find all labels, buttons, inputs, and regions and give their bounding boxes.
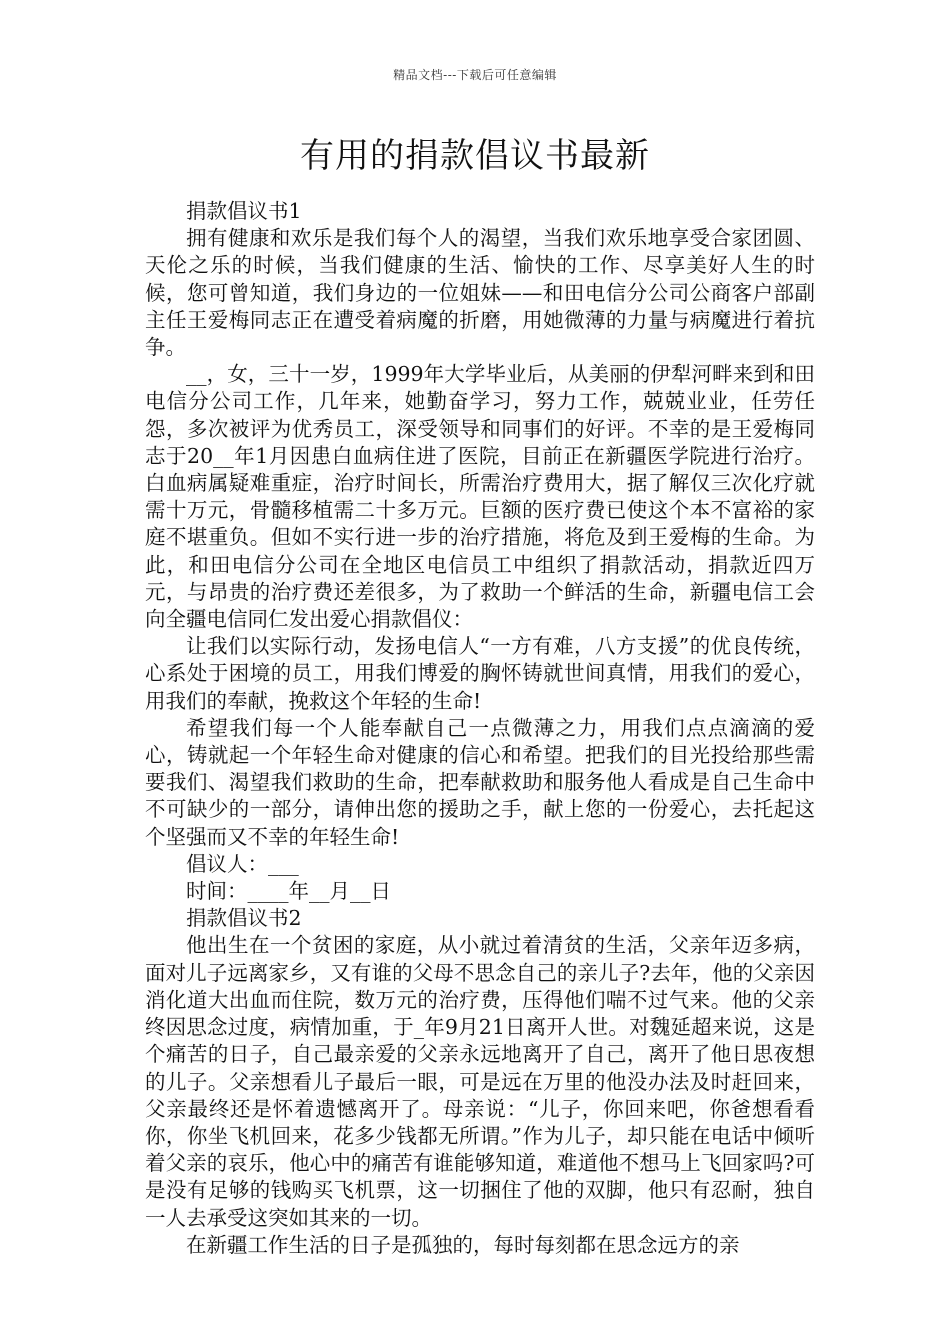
signatory-line: 倡议人：___ xyxy=(186,851,299,876)
paragraph: 他出生在一个贫困的家庭，从小就过着清贫的生活，父亲年迈多病，面对儿子远离家乡，又有谁的父母不思念自己的亲儿子?去年，他的父亲因消化道大出血而住院，数万元的治疗费，压得他们喘不过气来。他的父亲终因思念过度，病情加重，于_年9月21日离开人世。对魏延超来说，这是个痛苦的日子，自己最亲爱的父亲永远地离开了自己，离开了他日思夜想的儿子。父亲想看儿子最后一眼，可是远在万里的他没办法及时赶回来，父亲最终还是怀着遗憾离开了。母亲说：“儿子，你回来吧，你爸想看看你，你坐飞机回来，花多少钱都无所谓。”作为儿子，却只能在电话中倾听着父亲的哀乐，他心中的痛苦有谁能够知道，难道他不想马上飞回家吗?可是没有足够的钱购买飞机票，这一切捆住了他的双脚，他只有忍耐，独自一人去承受这突如其来的一切。 xyxy=(145,933,815,1230)
paragraph: 拥有健康和欢乐是我们每个人的渴望，当我们欢乐地享受合家团圆、天伦之乐的时候，当我们健康的生活、愉快的工作、尽享美好人生的时候，您可曾知道，我们身边的一位姐妹——和田电信分公司公商客户部副主任王爱梅同志正在遭受着病魔的折磨，用她微薄的力量与病魔进行着抗争。 xyxy=(145,226,815,360)
paragraph: 希望我们每一个人能奉献自己一点微薄之力，用我们点点滴滴的爱心，铸就起一个年轻生命对健康的信心和希望。把我们的目光投给那些需要我们、渴望我们救助的生命，把奉献救助和服务他人看成是自己生命中不可缺少的一部分，请伸出您的援助之手，献上您的一份爱心，去托起这个坚强而又不幸的年轻生命! xyxy=(145,715,815,849)
paragraph: __，女，三十一岁，1999年大学毕业后，从美丽的伊犁河畔来到和田电信分公司工作，几年来，她勤奋学习，努力工作，兢兢业业，任劳任怨，多次被评为优秀员工，深受领导和同事们的好评。不幸的是王爱梅同志于20__年1月因患白血病住进了医院，目前正在新疆医学院进行治疗。白血病属疑难重症，治疗时间长，所需治疗费用大，据了解仅三次化疗就需十万元，骨髓移植需二十多万元。巨额的医疗费已使这个本不富裕的家庭不堪重负。但如不实行进一步的治疗措施，将危及到王爱梅的生命。为此，和田电信分公司在全地区电信员工中组织了捐款活动，捐款近四万元，与昂贵的治疗费还差很多，为了救助一个鲜活的生命，新疆电信工会向全疆电信同仁发出爱心捐款倡仪： xyxy=(145,362,815,632)
paragraph: 让我们以实际行动，发扬电信人“一方有难，八方支援”的优良传统，心系处于困境的员工，用我们博爱的胸怀铸就世间真情，用我们的爱心，用我们的奉献，挽救这个年轻的生命! xyxy=(145,634,815,713)
page-header-note: 精品文档---下载后可任意编辑 xyxy=(393,68,557,82)
section-heading-2: 捐款倡议书2 xyxy=(186,906,302,931)
paragraph: 在新疆工作生活的日子是孤独的，每时每刻都在思念远方的亲 xyxy=(186,1232,740,1257)
document-body xyxy=(145,198,815,1259)
section-heading-1: 捐款倡议书1 xyxy=(186,199,302,223)
date-line: 时间：____年__月__日 xyxy=(186,879,391,904)
document-title: 有用的捐款倡议书最新 xyxy=(300,136,650,176)
